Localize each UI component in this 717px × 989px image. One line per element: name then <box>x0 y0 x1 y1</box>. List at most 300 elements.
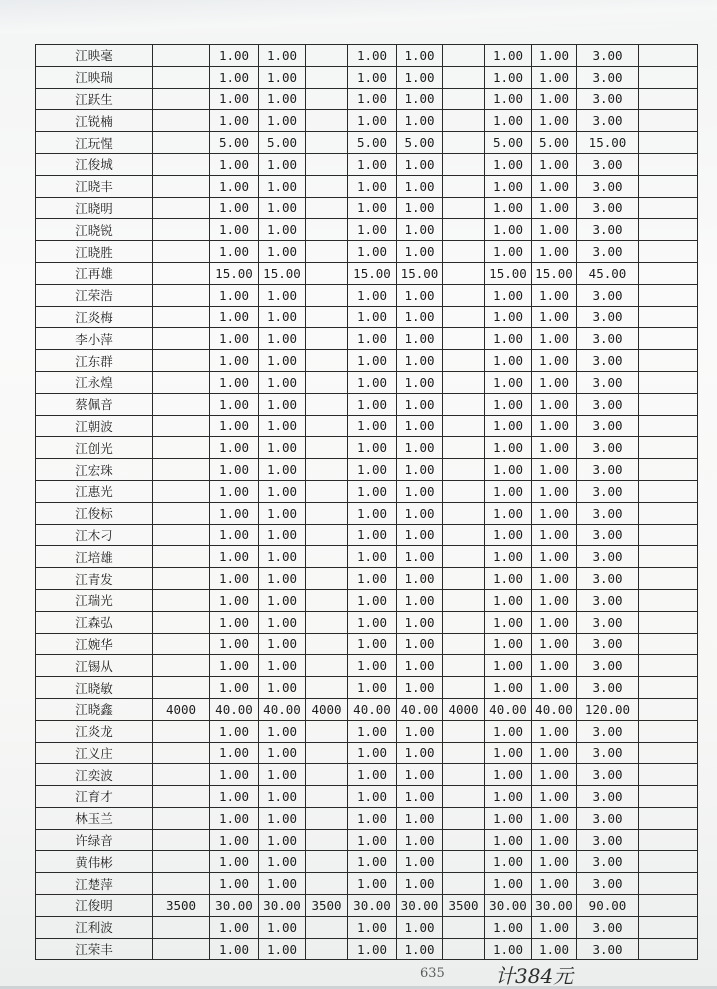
table-row <box>36 786 698 808</box>
amount-cell: 1.00 <box>532 786 577 808</box>
quantity-cell <box>153 110 210 132</box>
quantity-cell <box>153 393 210 415</box>
table-row <box>36 459 698 481</box>
amount-cell: 1.00 <box>210 677 259 699</box>
name-cell: 江晓锐 <box>36 219 153 241</box>
name-cell: 江婉华 <box>36 633 153 655</box>
table-row <box>36 677 698 699</box>
note-cell <box>639 633 698 655</box>
note-cell <box>639 742 698 764</box>
amount-cell: 1.00 <box>210 480 259 502</box>
quantity-cell <box>306 175 348 197</box>
amount-cell: 1.00 <box>532 655 577 677</box>
quantity-cell <box>153 371 210 393</box>
amount-cell: 1.00 <box>348 873 397 895</box>
amount-cell: 5.00 <box>397 132 443 154</box>
quantity-cell <box>306 197 348 219</box>
amount-cell: 1.00 <box>210 546 259 568</box>
amount-cell: 1.00 <box>348 219 397 241</box>
amount-cell: 1.00 <box>532 197 577 219</box>
amount-cell: 1.00 <box>210 415 259 437</box>
quantity-cell <box>443 88 485 110</box>
quantity-cell <box>306 66 348 88</box>
table-row <box>36 350 698 372</box>
amount-cell: 1.00 <box>259 873 306 895</box>
amount-cell: 1.00 <box>210 611 259 633</box>
amount-cell: 1.00 <box>348 437 397 459</box>
quantity-cell <box>153 524 210 546</box>
total-cell: 120.00 <box>577 698 639 720</box>
total-cell: 3.00 <box>577 742 639 764</box>
total-cell: 3.00 <box>577 350 639 372</box>
amount-cell: 1.00 <box>485 350 532 372</box>
name-cell: 江锡从 <box>36 655 153 677</box>
amount-cell: 40.00 <box>397 698 443 720</box>
note-cell <box>639 611 698 633</box>
quantity-cell <box>153 764 210 786</box>
quantity-cell <box>443 110 485 132</box>
amount-cell: 1.00 <box>397 306 443 328</box>
quantity-cell <box>443 284 485 306</box>
quantity-cell <box>443 175 485 197</box>
amount-cell: 1.00 <box>532 480 577 502</box>
name-cell: 江永煌 <box>36 371 153 393</box>
amount-cell: 1.00 <box>532 524 577 546</box>
amount-cell: 1.00 <box>532 873 577 895</box>
amount-cell: 1.00 <box>532 851 577 873</box>
amount-cell: 1.00 <box>210 371 259 393</box>
amount-cell: 1.00 <box>210 241 259 263</box>
amount-cell: 1.00 <box>397 568 443 590</box>
name-cell: 江育才 <box>36 786 153 808</box>
amount-cell: 1.00 <box>485 916 532 938</box>
quantity-cell <box>443 546 485 568</box>
total-cell: 3.00 <box>577 677 639 699</box>
note-cell <box>639 568 698 590</box>
amount-cell: 1.00 <box>485 328 532 350</box>
amount-cell: 1.00 <box>532 437 577 459</box>
quantity-cell <box>306 393 348 415</box>
name-cell: 江俊城 <box>36 153 153 175</box>
amount-cell: 1.00 <box>485 611 532 633</box>
name-cell: 黄伟彬 <box>36 851 153 873</box>
amount-cell: 1.00 <box>348 655 397 677</box>
quantity-cell: 3500 <box>153 895 210 917</box>
table-row <box>36 589 698 611</box>
amount-cell: 30.00 <box>485 895 532 917</box>
note-cell <box>639 677 698 699</box>
total-cell: 3.00 <box>577 219 639 241</box>
amount-cell: 1.00 <box>348 45 397 67</box>
table-row <box>36 262 698 284</box>
table-row <box>36 720 698 742</box>
amount-cell: 1.00 <box>259 589 306 611</box>
quantity-cell <box>443 371 485 393</box>
amount-cell: 1.00 <box>210 633 259 655</box>
quantity-cell <box>443 807 485 829</box>
amount-cell: 1.00 <box>532 938 577 960</box>
amount-cell: 1.00 <box>397 66 443 88</box>
total-cell: 3.00 <box>577 393 639 415</box>
amount-cell: 1.00 <box>259 241 306 263</box>
amount-cell: 1.00 <box>532 393 577 415</box>
amount-cell: 1.00 <box>259 524 306 546</box>
quantity-cell <box>153 45 210 67</box>
amount-cell: 1.00 <box>259 742 306 764</box>
table-row <box>36 45 698 67</box>
quantity-cell: 4000 <box>443 698 485 720</box>
name-cell: 江义庄 <box>36 742 153 764</box>
amount-cell: 1.00 <box>348 677 397 699</box>
quantity-cell <box>153 459 210 481</box>
amount-cell: 1.00 <box>397 677 443 699</box>
amount-cell: 1.00 <box>259 88 306 110</box>
name-cell: 蔡佩音 <box>36 393 153 415</box>
amount-cell: 1.00 <box>348 829 397 851</box>
amount-cell: 1.00 <box>259 502 306 524</box>
amount-cell: 1.00 <box>348 197 397 219</box>
amount-cell: 1.00 <box>348 589 397 611</box>
amount-cell: 1.00 <box>210 502 259 524</box>
amount-cell: 1.00 <box>210 306 259 328</box>
note-cell <box>639 219 698 241</box>
amount-cell: 1.00 <box>485 786 532 808</box>
quantity-cell <box>443 66 485 88</box>
name-cell: 江炎龙 <box>36 720 153 742</box>
amount-cell: 1.00 <box>259 437 306 459</box>
amount-cell: 40.00 <box>259 698 306 720</box>
amount-cell: 1.00 <box>259 459 306 481</box>
quantity-cell <box>306 437 348 459</box>
quantity-cell <box>153 807 210 829</box>
amount-cell: 1.00 <box>397 480 443 502</box>
quantity-cell <box>306 284 348 306</box>
quantity-cell <box>153 328 210 350</box>
amount-cell: 1.00 <box>210 742 259 764</box>
quantity-cell <box>153 829 210 851</box>
quantity-cell <box>153 786 210 808</box>
amount-cell: 1.00 <box>485 241 532 263</box>
total-cell: 3.00 <box>577 88 639 110</box>
quantity-cell <box>306 807 348 829</box>
name-cell: 江瑞光 <box>36 589 153 611</box>
amount-cell: 1.00 <box>259 153 306 175</box>
table-row <box>36 873 698 895</box>
total-cell: 90.00 <box>577 895 639 917</box>
amount-cell: 40.00 <box>532 698 577 720</box>
amount-cell: 1.00 <box>485 807 532 829</box>
quantity-cell <box>443 786 485 808</box>
note-cell <box>639 895 698 917</box>
amount-cell: 1.00 <box>397 502 443 524</box>
note-cell <box>639 916 698 938</box>
total-cell: 3.00 <box>577 66 639 88</box>
amount-cell: 1.00 <box>485 851 532 873</box>
name-cell: 江晓胜 <box>36 241 153 263</box>
name-cell: 江俊标 <box>36 502 153 524</box>
amount-cell: 1.00 <box>397 219 443 241</box>
quantity-cell <box>153 589 210 611</box>
amount-cell: 1.00 <box>532 153 577 175</box>
quantity-cell <box>306 132 348 154</box>
name-cell: 江跃生 <box>36 88 153 110</box>
amount-cell: 1.00 <box>210 720 259 742</box>
amount-cell: 1.00 <box>532 219 577 241</box>
amount-cell: 1.00 <box>348 393 397 415</box>
quantity-cell <box>153 284 210 306</box>
note-cell <box>639 851 698 873</box>
amount-cell: 1.00 <box>532 350 577 372</box>
name-cell: 江宏珠 <box>36 459 153 481</box>
amount-cell: 15.00 <box>397 262 443 284</box>
amount-cell: 40.00 <box>348 698 397 720</box>
quantity-cell <box>306 415 348 437</box>
amount-cell: 1.00 <box>485 110 532 132</box>
amount-cell: 1.00 <box>532 807 577 829</box>
quantity-cell <box>443 437 485 459</box>
amount-cell: 1.00 <box>348 720 397 742</box>
table-row <box>36 764 698 786</box>
amount-cell: 1.00 <box>397 110 443 132</box>
amount-cell: 1.00 <box>532 459 577 481</box>
note-cell <box>639 66 698 88</box>
amount-cell: 1.00 <box>259 371 306 393</box>
table-row <box>36 371 698 393</box>
amount-cell: 1.00 <box>210 916 259 938</box>
amount-cell: 15.00 <box>210 262 259 284</box>
table-row <box>36 502 698 524</box>
amount-cell: 30.00 <box>210 895 259 917</box>
quantity-cell <box>306 829 348 851</box>
amount-cell: 30.00 <box>348 895 397 917</box>
quantity-cell <box>153 241 210 263</box>
amount-cell: 1.00 <box>210 655 259 677</box>
quantity-cell <box>306 633 348 655</box>
quantity-cell <box>153 720 210 742</box>
quantity-cell <box>153 132 210 154</box>
amount-cell: 1.00 <box>397 88 443 110</box>
table-row <box>36 393 698 415</box>
quantity-cell <box>153 350 210 372</box>
quantity-cell <box>153 873 210 895</box>
table-row <box>36 197 698 219</box>
amount-cell: 1.00 <box>397 328 443 350</box>
amount-cell: 1.00 <box>397 371 443 393</box>
name-cell: 江楚萍 <box>36 873 153 895</box>
name-cell: 江晓敏 <box>36 677 153 699</box>
total-cell: 3.00 <box>577 45 639 67</box>
amount-cell: 1.00 <box>210 153 259 175</box>
amount-cell: 1.00 <box>485 742 532 764</box>
amount-cell: 1.00 <box>348 611 397 633</box>
amount-cell: 1.00 <box>210 197 259 219</box>
table-row <box>36 851 698 873</box>
quantity-cell <box>443 633 485 655</box>
total-cell: 3.00 <box>577 415 639 437</box>
quantity-cell <box>443 720 485 742</box>
note-cell <box>639 655 698 677</box>
quantity-cell <box>306 88 348 110</box>
note-cell <box>639 698 698 720</box>
amount-cell: 1.00 <box>210 328 259 350</box>
amount-cell: 1.00 <box>210 110 259 132</box>
quantity-cell <box>306 786 348 808</box>
amount-cell: 1.00 <box>397 393 443 415</box>
total-cell: 3.00 <box>577 873 639 895</box>
quantity-cell <box>153 611 210 633</box>
amount-cell: 1.00 <box>485 306 532 328</box>
amount-cell: 1.00 <box>532 720 577 742</box>
name-cell: 江炎梅 <box>36 306 153 328</box>
quantity-cell <box>306 546 348 568</box>
amount-cell: 1.00 <box>210 66 259 88</box>
table-row <box>36 328 698 350</box>
quantity-cell <box>443 677 485 699</box>
quantity-cell <box>153 219 210 241</box>
table-row <box>36 895 698 917</box>
quantity-cell <box>306 306 348 328</box>
total-cell: 3.00 <box>577 611 639 633</box>
amount-cell: 30.00 <box>259 895 306 917</box>
total-cell: 3.00 <box>577 175 639 197</box>
quantity-cell <box>443 611 485 633</box>
quantity-cell <box>443 306 485 328</box>
amount-cell: 1.00 <box>259 807 306 829</box>
amount-cell: 1.00 <box>210 786 259 808</box>
note-cell <box>639 197 698 219</box>
amount-cell: 1.00 <box>210 393 259 415</box>
quantity-cell <box>443 829 485 851</box>
amount-cell: 1.00 <box>485 45 532 67</box>
amount-cell: 1.00 <box>485 66 532 88</box>
amount-cell: 1.00 <box>210 589 259 611</box>
amount-cell: 1.00 <box>532 546 577 568</box>
amount-cell: 1.00 <box>485 175 532 197</box>
quantity-cell <box>306 350 348 372</box>
note-cell <box>639 241 698 263</box>
amount-cell: 1.00 <box>397 720 443 742</box>
quantity-cell <box>306 764 348 786</box>
amount-cell: 1.00 <box>210 829 259 851</box>
name-cell: 江晓明 <box>36 197 153 219</box>
amount-cell: 1.00 <box>259 546 306 568</box>
quantity-cell <box>443 415 485 437</box>
total-cell: 3.00 <box>577 916 639 938</box>
quantity-cell <box>153 480 210 502</box>
amount-cell: 1.00 <box>259 197 306 219</box>
quantity-cell <box>306 371 348 393</box>
table-row <box>36 524 698 546</box>
amount-cell: 1.00 <box>532 829 577 851</box>
table-row <box>36 829 698 851</box>
total-cell: 3.00 <box>577 546 639 568</box>
amount-cell: 1.00 <box>532 328 577 350</box>
note-cell <box>639 720 698 742</box>
amount-cell: 1.00 <box>210 938 259 960</box>
amount-cell: 1.00 <box>397 350 443 372</box>
name-cell: 江惠光 <box>36 480 153 502</box>
amount-cell: 5.00 <box>485 132 532 154</box>
amount-cell: 1.00 <box>348 284 397 306</box>
quantity-cell <box>153 742 210 764</box>
handwritten-note-left: 635 <box>420 966 445 981</box>
total-cell: 3.00 <box>577 241 639 263</box>
quantity-cell <box>153 262 210 284</box>
quantity-cell <box>153 175 210 197</box>
table-row <box>36 916 698 938</box>
quantity-cell <box>443 655 485 677</box>
name-cell: 江晓鑫 <box>36 698 153 720</box>
quantity-cell <box>153 633 210 655</box>
amount-cell: 1.00 <box>348 546 397 568</box>
total-cell: 3.00 <box>577 284 639 306</box>
quantity-cell <box>153 153 210 175</box>
quantity-cell <box>306 502 348 524</box>
amount-cell: 1.00 <box>348 568 397 590</box>
quantity-cell <box>443 938 485 960</box>
table-row <box>36 742 698 764</box>
amount-cell: 1.00 <box>397 459 443 481</box>
amount-cell: 1.00 <box>348 328 397 350</box>
amount-cell: 1.00 <box>348 742 397 764</box>
amount-cell: 1.00 <box>485 589 532 611</box>
quantity-cell <box>306 219 348 241</box>
amount-cell: 1.00 <box>210 219 259 241</box>
amount-cell: 1.00 <box>485 524 532 546</box>
total-cell: 3.00 <box>577 328 639 350</box>
quantity-cell <box>153 916 210 938</box>
total-cell: 3.00 <box>577 502 639 524</box>
total-cell: 3.00 <box>577 568 639 590</box>
amount-cell: 1.00 <box>397 655 443 677</box>
quantity-cell <box>443 393 485 415</box>
table-row <box>36 568 698 590</box>
amount-cell: 1.00 <box>259 175 306 197</box>
amount-cell: 15.00 <box>348 262 397 284</box>
donation-table <box>35 44 698 960</box>
quantity-cell <box>306 459 348 481</box>
amount-cell: 1.00 <box>259 219 306 241</box>
table-row <box>36 698 698 720</box>
table-row <box>36 153 698 175</box>
amount-cell: 1.00 <box>532 88 577 110</box>
amount-cell: 1.00 <box>259 677 306 699</box>
note-cell <box>639 132 698 154</box>
total-cell: 3.00 <box>577 153 639 175</box>
amount-cell: 1.00 <box>210 437 259 459</box>
table-row <box>36 546 698 568</box>
amount-cell: 1.00 <box>532 916 577 938</box>
amount-cell: 1.00 <box>259 720 306 742</box>
quantity-cell <box>443 328 485 350</box>
amount-cell: 1.00 <box>348 88 397 110</box>
table-row <box>36 132 698 154</box>
note-cell <box>639 546 698 568</box>
amount-cell: 1.00 <box>397 284 443 306</box>
note-cell <box>639 110 698 132</box>
quantity-cell <box>306 241 348 263</box>
quantity-cell <box>443 916 485 938</box>
amount-cell: 1.00 <box>348 241 397 263</box>
amount-cell: 1.00 <box>532 502 577 524</box>
amount-cell: 1.00 <box>485 480 532 502</box>
note-cell <box>639 393 698 415</box>
amount-cell: 1.00 <box>485 284 532 306</box>
amount-cell: 1.00 <box>485 437 532 459</box>
note-cell <box>639 589 698 611</box>
amount-cell: 1.00 <box>210 851 259 873</box>
quantity-cell <box>306 851 348 873</box>
